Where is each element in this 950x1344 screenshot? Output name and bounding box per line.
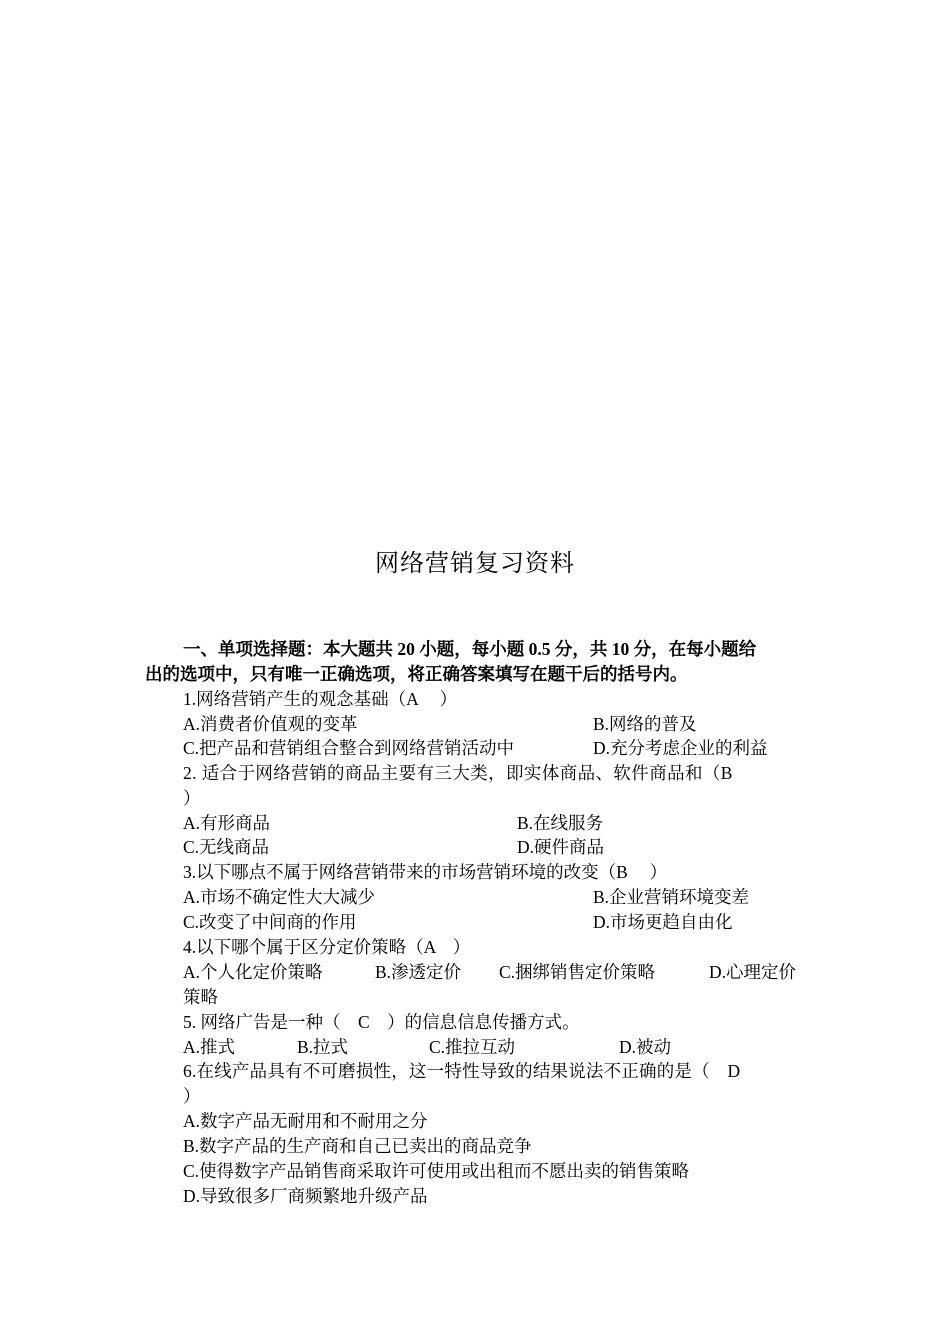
question-3-option-c: C.改变了中间商的作用 [183,912,357,932]
question-4-option-b: B.渗透定价 [375,962,462,982]
question-5-option-d: D.被动 [619,1037,672,1057]
question-6-stem-continued: ） [183,1086,201,1106]
question-3-stem: 3.以下哪点不属于网络营销带来的市场营销环境的改变（B ） [183,862,668,882]
question-3-option-b: B.企业营销环境变差 [593,887,750,907]
question-2-option-c: C.无线商品 [183,837,270,857]
question-5-stem: 5. 网络广告是一种（ C ）的信息信息传播方式。 [183,1012,580,1032]
question-2-option-a: A.有形商品 [183,813,271,833]
question-2-option-d: D.硬件商品 [517,837,605,857]
question-4-option-c: C.捆绑销售定价策略 [499,962,656,982]
question-4-option-d: D.心理定价 [709,962,797,982]
question-4-option-d-continued: 策略 [183,987,218,1007]
question-1-option-c: C.把产品和营销组合整合到网络营销活动中 [183,738,515,758]
question-6-option-c: C.使得数字产品销售商采取许可使用或出租而不愿出卖的销售策略 [183,1161,690,1181]
question-6-option-d: D.导致很多厂商频繁地升级产品 [183,1186,428,1206]
question-6-option-a: A.数字产品无耐用和不耐用之分 [183,1111,428,1131]
question-2-option-b: B.在线服务 [517,813,604,833]
section-intro-line-2: 出的选项中，只有唯一正确选项，将正确答案填写在题干后的括号内。 [145,664,688,684]
question-2-stem-continued: ） [183,788,201,808]
question-5-option-c: C.推拉互动 [429,1037,516,1057]
question-6-stem: 6.在线产品具有不可磨损性，这一特性导致的结果说法不正确的是（ D [183,1061,741,1081]
question-1-option-a: A.消费者价值观的变革 [183,714,358,734]
question-1-stem: 1.网络营销产生的观念基础（A ） [183,689,458,709]
question-1-option-d: D.充分考虑企业的利益 [593,738,768,758]
question-3-option-a: A.市场不确定性大大减少 [183,887,376,907]
question-6-option-b: B.数字产品的生产商和自己已卖出的商品竞争 [183,1136,532,1156]
question-1-option-b: B.网络的普及 [593,714,697,734]
section-intro-line-1: 一、单项选择题：本大题共 20 小题，每小题 0.5 分，共 10 分，在每小题给 [183,639,757,659]
question-4-stem: 4.以下哪个属于区分定价策略（A ） [183,937,471,957]
question-2-stem: 2. 适合于网络营销的商品主要有三大类，即实体商品、软件商品和（B [183,763,733,783]
question-5-option-a: A.推式 [183,1037,236,1057]
question-3-option-d: D.市场更趋自由化 [593,912,733,932]
document-title: 网络营销复习资料 [375,549,575,577]
question-5-option-b: B.拉式 [297,1037,349,1057]
question-4-option-a: A.个人化定价策略 [183,962,323,982]
